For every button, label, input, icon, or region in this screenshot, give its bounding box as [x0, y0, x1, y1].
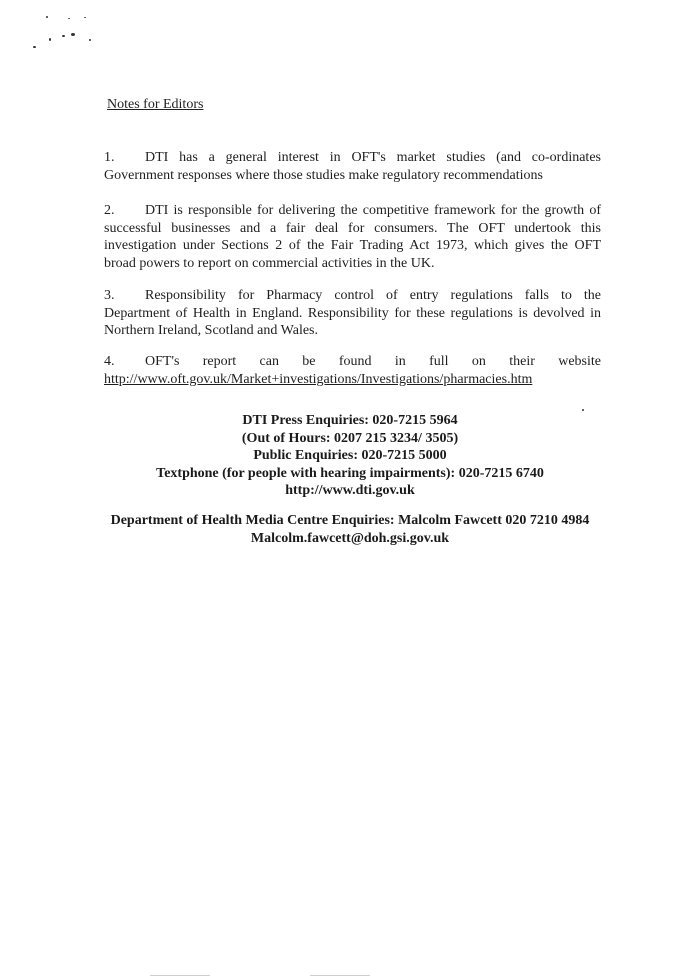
note-number: 3.: [104, 288, 115, 303]
press-enquiries: DTI Press Enquiries: 020-7215 5964: [242, 413, 458, 428]
scan-speck: [89, 39, 91, 41]
note-line: Government responses where those studies make regulatory recommendations: [104, 167, 543, 183]
note-line: DTI is responsible for delivering the competitive framework for the growth of: [145, 203, 601, 218]
dti-website[interactable]: http://www.dti.gov.uk: [285, 483, 415, 498]
note-line: OFT's report can be found in full on their website: [145, 354, 601, 369]
note-number: 4.: [104, 354, 115, 369]
scan-speck: [68, 18, 70, 19]
scan-speck: [33, 46, 36, 48]
scan-line: [150, 975, 210, 976]
note-number: 1.: [104, 150, 115, 165]
notes-heading: Notes for Editors: [107, 97, 204, 112]
public-enquiries: Public Enquiries: 020-7215 5000: [253, 448, 447, 463]
note-4: [104, 353, 601, 388]
note-line: DTI has a general interest in OFT's market studies (and co-ordinates: [145, 150, 601, 165]
textphone: Textphone (for people with hearing impairments): 020-7215 6740: [156, 465, 544, 481]
doh-contacts: [100, 512, 600, 547]
scan-speck: [582, 409, 584, 411]
scan-speck: [62, 35, 65, 37]
scan-speck: [49, 38, 51, 41]
note-line: Department of Health in England. Responsibility for these regulations is devolved in: [104, 305, 601, 321]
dti-contacts: [100, 412, 600, 500]
note-2: [104, 202, 601, 272]
out-of-hours: (Out of Hours: 0207 215 3234/ 3505): [241, 430, 459, 446]
note-number: 2.: [104, 203, 115, 218]
note-line: investigation under Sections 2 of the Fair Trading Act 1973, which gives the OFT: [104, 238, 601, 253]
note-line: broad powers to report on commercial activities in the UK.: [104, 255, 435, 271]
scan-speck: [71, 33, 75, 36]
doh-media-centre: Department of Health Media Centre Enquiries: Malcolm Fawcett 020 7210 4984: [110, 513, 590, 528]
note-3: [104, 287, 601, 340]
scan-speck: [46, 16, 48, 18]
note-line: successful businesses and a fair deal for consumers. The OFT undertook this: [104, 220, 601, 236]
note-line: Northern Ireland, Scotland and Wales.: [104, 323, 318, 338]
scan-line: [310, 975, 370, 976]
oft-report-link[interactable]: http://www.oft.gov.uk/Market+investigations/Investigations/pharmacies.htm: [104, 371, 533, 387]
note-1: [104, 149, 601, 184]
note-line: Responsibility for Pharmacy control of entry regulations falls to the: [145, 288, 601, 303]
doh-email[interactable]: Malcolm.fawcett@doh.gsi.gov.uk: [250, 530, 450, 546]
scan-speck: [84, 17, 86, 18]
